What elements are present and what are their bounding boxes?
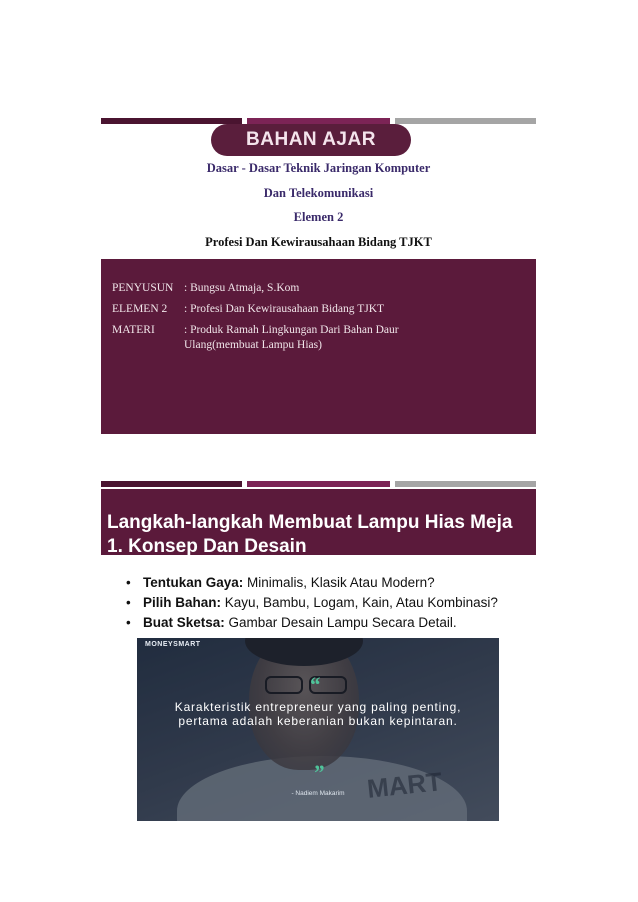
bullet-dot-icon: •	[126, 595, 131, 610]
brand-logo: MONEYSMART	[145, 641, 201, 648]
info-label: PENYUSUN	[112, 282, 174, 294]
info-value: : Profesi Dan Kewirausahaan Bidang TJKT	[184, 303, 385, 315]
info-label: ELEMEN 2	[112, 303, 168, 315]
element-label: Elemen 2	[293, 210, 344, 224]
bahan-ajar-badge: BAHAN AJAR	[211, 124, 411, 156]
shirt-print: MART	[365, 766, 444, 804]
stripe-dark	[101, 118, 242, 124]
info-value: : Bungsu Atmaja, S.Kom	[184, 282, 300, 294]
bullet-keyword: Tentukan Gaya:	[143, 575, 244, 590]
subject-title-cont: Dan Telekomunikasi	[263, 186, 374, 200]
bullet-text: Kayu, Bambu, Logam, Kain, Atau Kombinasi?	[221, 595, 498, 610]
bullet-list	[123, 573, 543, 633]
top-stripes	[101, 481, 536, 487]
slide-cover	[101, 118, 536, 434]
element-topic: Profesi Dan Kewirausahaan Bidang TJKT	[205, 235, 432, 249]
bullet-text: Minimalis, Klasik Atau Modern?	[243, 575, 435, 590]
quote-image	[137, 638, 499, 821]
info-panel	[101, 259, 536, 434]
slide-title: Langkah-langkah Membuat Lampu Hias Meja	[107, 512, 513, 533]
slide-steps	[101, 481, 536, 821]
bullet-item	[123, 573, 543, 593]
quote-author: - Nadiem Makarim	[291, 790, 345, 797]
bullet-keyword: Buat Sketsa:	[143, 615, 225, 630]
bullet-text: Gambar Desain Lampu Secara Detail.	[224, 615, 457, 630]
stripe-grey	[395, 481, 536, 487]
subject-title: Dasar - Dasar Teknik Jaringan Komputer	[206, 161, 431, 175]
bullet-item	[123, 593, 543, 613]
stripe-grey	[395, 118, 536, 124]
bullet-keyword: Pilih Bahan:	[143, 595, 222, 610]
quote-text: Karakteristik entrepreneur yang paling penting, pertama adalah keberanian bukan kepintaran.	[174, 700, 462, 728]
info-label: MATERI	[112, 324, 155, 336]
open-quote-icon: “	[309, 672, 320, 697]
close-quote-icon: ”	[313, 760, 324, 785]
bullet-dot-icon: •	[126, 615, 131, 630]
bullet-item	[123, 613, 543, 633]
stripe-dark	[101, 481, 242, 487]
slide-subtitle: 1. Konsep Dan Desain	[107, 536, 307, 557]
bullet-dot-icon: •	[126, 575, 131, 590]
stripe-magenta	[247, 481, 390, 487]
info-value: : Produk Ramah Lingkungan Dari Bahan Daur Ulang(membuat Lampu Hias)	[184, 324, 399, 351]
